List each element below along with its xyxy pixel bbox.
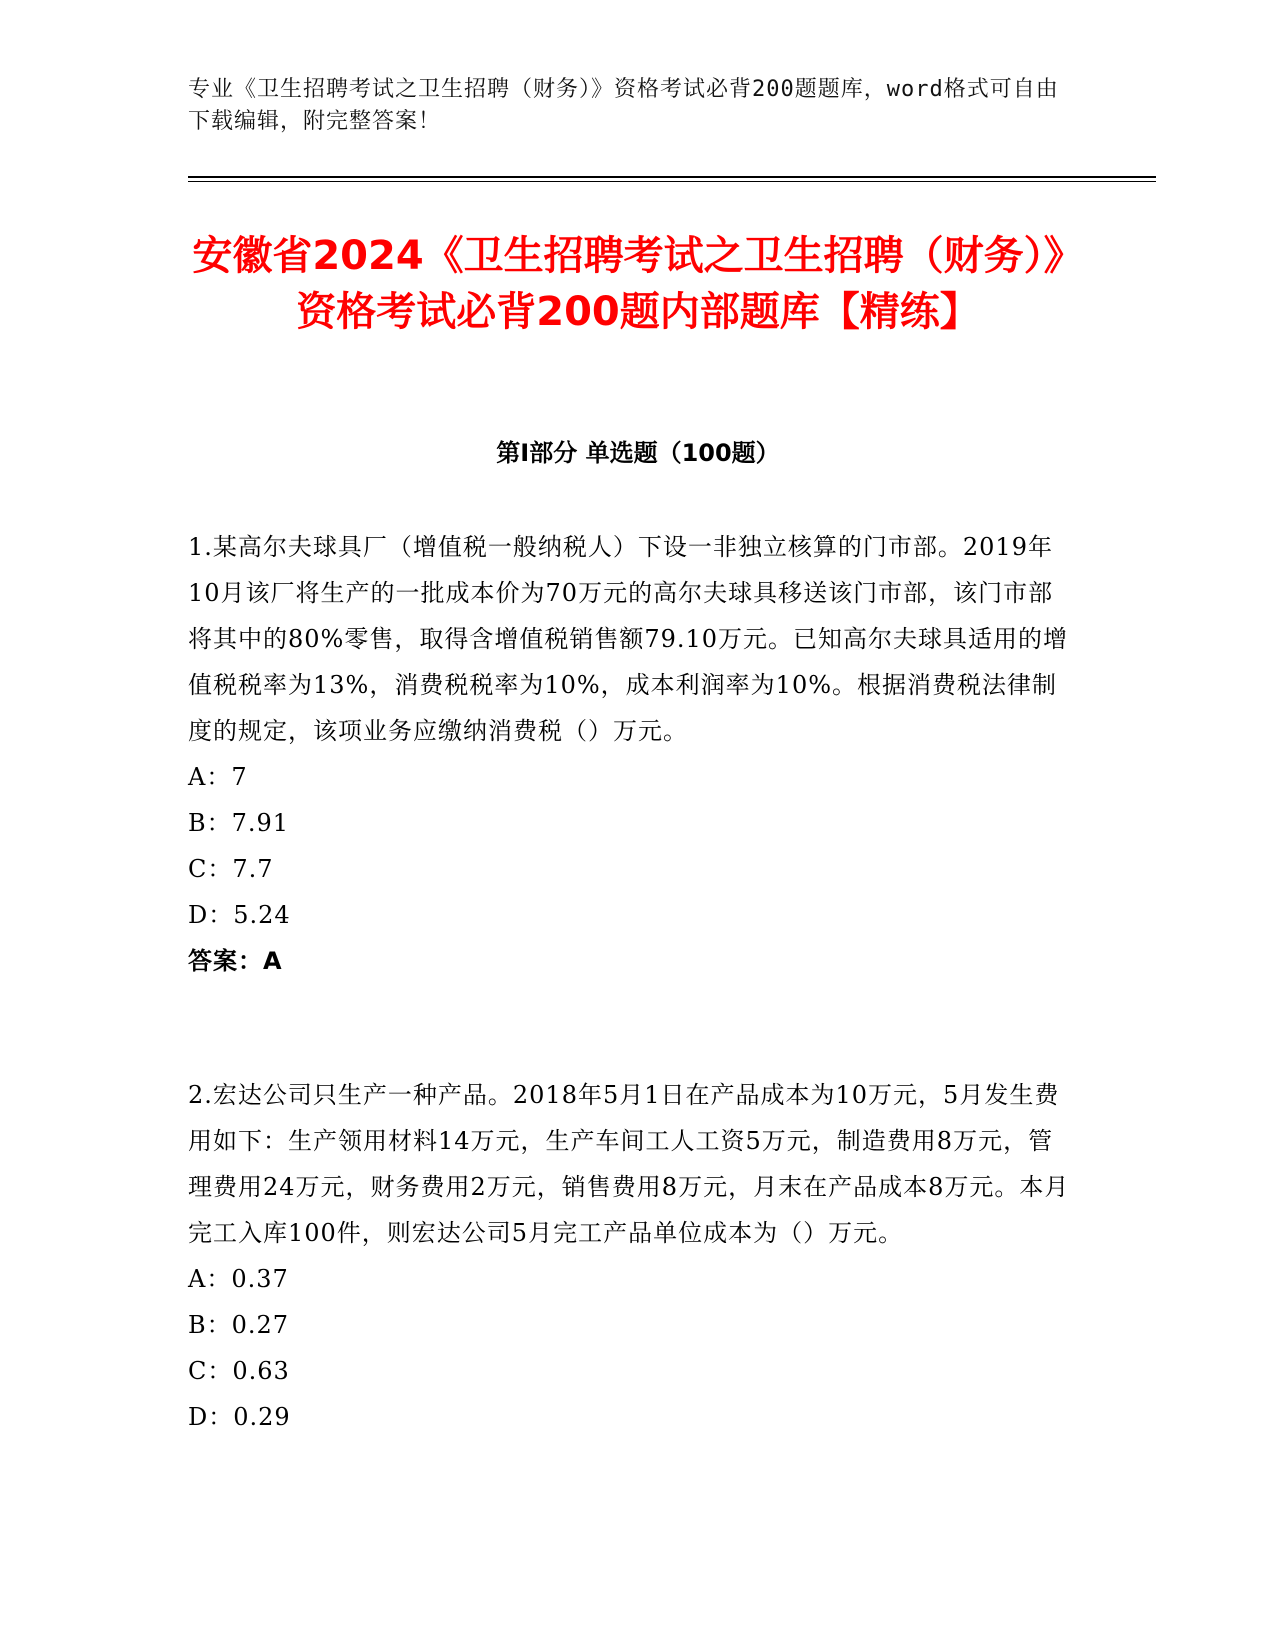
option-a: A：7 bbox=[188, 763, 248, 791]
header-divider-thin bbox=[188, 181, 1156, 182]
section-heading: 第I部分 单选题（100题） bbox=[496, 439, 780, 467]
header-divider-thick bbox=[188, 176, 1156, 178]
option-b: B：7.91 bbox=[188, 809, 290, 837]
header-note: 专业《卫生招聘考试之卫生招聘（财务）》资格考试必背200题题库，word格式可自由下载编辑，附完整答案！ bbox=[188, 77, 1059, 134]
option-c: C：0.63 bbox=[188, 1357, 290, 1385]
option-d: D：5.24 bbox=[188, 901, 291, 929]
question-2 bbox=[188, 1072, 1078, 1440]
question-stem: 2.宏达公司只生产一种产品。2018年5月1日在产品成本为10万元，5月发生费用如下：生产领用材料14万元，生产车间工人工资5万元，制造费用8万元，管理费用24万元，财务费用2万元，销售费用8万元，月末在产品成本8万元。本月完工入库100件，则宏达公司5月完工产品单位成本为（）万元。 bbox=[188, 1081, 1070, 1247]
option-d: D：0.29 bbox=[188, 1403, 291, 1431]
answer-line: 答案：A bbox=[188, 947, 283, 975]
document-title: 安徽省2024《卫生招聘考试之卫生招聘（财务）》资格考试必背200题内部题库【精练】 bbox=[192, 233, 1084, 335]
option-b: B：0.27 bbox=[188, 1311, 290, 1339]
option-a: A：0.37 bbox=[188, 1265, 289, 1293]
question-1 bbox=[188, 524, 1078, 984]
option-c: C：7.7 bbox=[188, 855, 274, 883]
question-stem: 1.某高尔夫球具厂（增值税一般纳税人）下设一非独立核算的门市部。2019年10月该厂将生产的一批成本价为70万元的高尔夫球具移送该门市部，该门市部将其中的80%零售，取得含增值税销售额79.10万元。已知高尔夫球具适用的增值税税率为13%，消费税税率为10%，成本利润率为10%。根据消费税法律制度的规定，该项业务应缴纳消费税（）万元。 bbox=[188, 533, 1069, 745]
